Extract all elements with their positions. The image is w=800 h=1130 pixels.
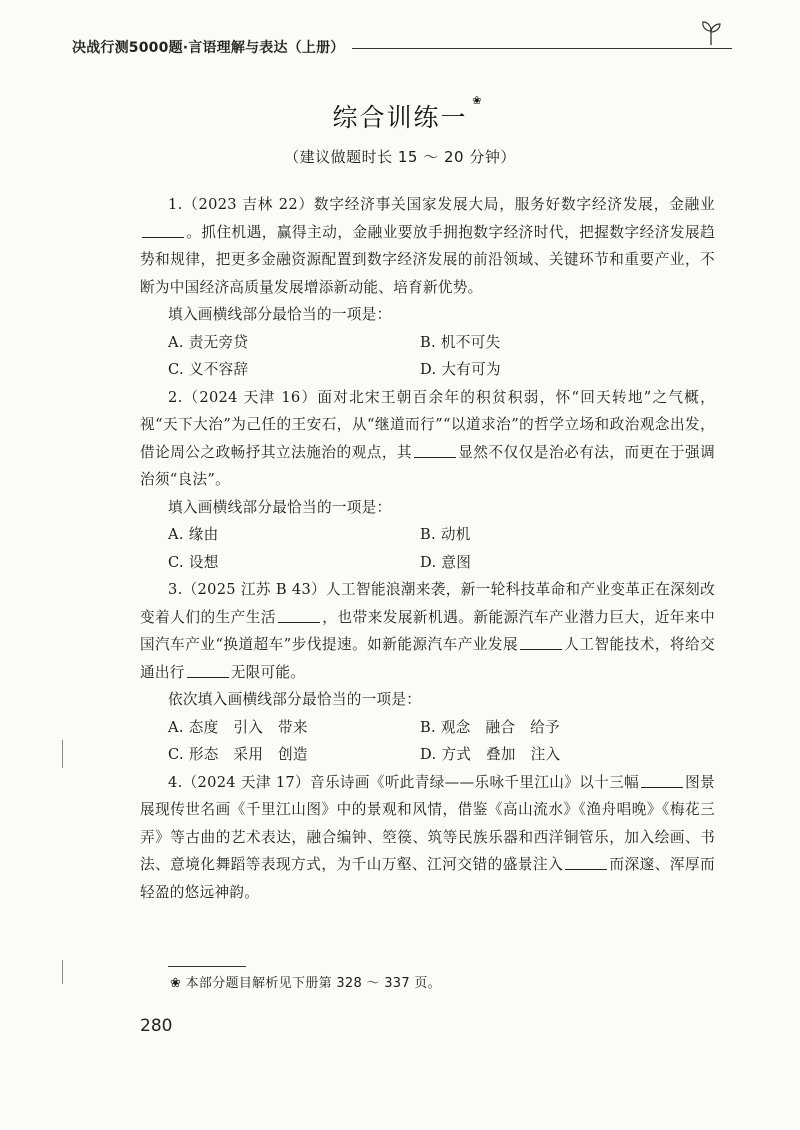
time-suggestion: （建议做题时长 15 ～ 20 分钟） (284, 148, 516, 166)
running-header (72, 36, 732, 58)
option-c: C. 形态 采用 创造 (168, 746, 308, 763)
margin-mark (62, 960, 63, 984)
question-stem (140, 191, 715, 301)
page-number: 280 (140, 1016, 173, 1036)
stem-text: 3.（2025 江苏 B 43）人工智能浪潮来袭，新一轮科技革命和产业变革正在深刻改变着人们的生产生活 (140, 581, 715, 626)
option-d: D. 大有可为 (420, 361, 501, 378)
stem-text: 4.（2024 天津 17）音乐诗画《听此青绿——乐咏千里江山》以十三幅 (168, 773, 640, 791)
question-stem (140, 384, 715, 494)
question-stem (140, 576, 715, 686)
stem-text: 人工智能技术，将给交通出行 (140, 636, 715, 681)
section-title (332, 94, 484, 134)
fill-blank (142, 221, 184, 238)
margin-mark (62, 740, 63, 768)
fill-blank (278, 606, 320, 623)
option-list (168, 714, 715, 769)
stem-text: 2.（2024 天津 16）面对北宋王朝百余年的积贫积弱，怀“回天转地”之气概，视“天下大治”为己任的王安石，从“继道而行”“以道求治”的哲学立场和政治观念出发，借论周公之政畅抒其立法施治的观点，其 (140, 388, 715, 461)
fill-blank (520, 633, 562, 650)
section-title-text: 综合训练一 (332, 103, 468, 132)
question-2 (140, 384, 715, 577)
option-c: C. 设想 (168, 553, 219, 571)
footnote-rule (168, 966, 246, 967)
option-list (168, 521, 715, 576)
fill-blank (565, 853, 607, 870)
stem-text: 1.（2023 吉林 22）数字经济事关国家发展大局，服务好数字经济发展，金融业 (168, 196, 715, 213)
option-a: A. 责无旁贷 (168, 333, 249, 351)
flower-mark-icon: ❀ (472, 94, 484, 107)
option-b: B. 观念 融合 给予 (420, 718, 560, 736)
option-b: B. 动机 (420, 526, 471, 543)
option-d: D. 意图 (420, 553, 472, 571)
stem-text: 图景展现传世名画《千里江山图》中的景观和风情，借鉴《高山流水》《渔舟唱晚》《梅花三弄》等古曲的艺术表达，融合编钟、箜篌、筑等民族乐器和西洋铜管乐，加入绘画、书法、意境化舞蹈等表现方式，为千山万壑、江河交错的盛景注入 (140, 773, 715, 873)
footnote: ❀ 本部分题目解析见下册第 328 ～ 337 页。 (170, 976, 441, 991)
option-a: A. 态度 引入 带来 (168, 718, 308, 736)
option-list (168, 329, 715, 384)
question-3 (140, 576, 715, 769)
question-stem (140, 769, 715, 907)
stem-text: 。抓住机遇，赢得主动，金融业要放手拥抱数字经济时代，把握数字经济发展趋势和规律，把更多金融资源配置到数字经济发展的前沿领域、关键环节和重要产业，不断为中国经济高质量发展增添新动能、培育新优势。 (140, 223, 715, 296)
option-b: B. 机不可失 (420, 333, 501, 351)
question-4 (140, 769, 715, 907)
stem-text: 而深邃、浑厚而轻盈的悠远神韵。 (140, 856, 716, 901)
stem-text: 显然不仅仅是治必有法，而更在于强调治须“良法”。 (140, 443, 715, 488)
stem-text: 无限可能。 (230, 663, 306, 681)
sprout-icon (700, 20, 722, 46)
option-d: D. 方式 叠加 注入 (420, 746, 561, 763)
question-prompt: 填入画横线部分最恰当的一项是： (168, 498, 392, 516)
section-title-wrap (0, 94, 800, 134)
question-prompt: 依次填入画横线部分最恰当的一项是： (168, 691, 422, 708)
questions (140, 191, 715, 906)
fill-blank (641, 771, 683, 788)
question-prompt: 填入画横线部分最恰当的一项是： (168, 306, 392, 323)
stem-text: ，也带来发展新机遇。新能源汽车产业潜力巨大，近年来中国汽车产业“换道超车”步伐提速。如新能源汽车产业发展 (140, 608, 715, 653)
fill-blank (187, 661, 229, 678)
question-1 (140, 191, 715, 384)
option-c: C. 义不容辞 (168, 361, 249, 378)
fill-blank (414, 441, 456, 458)
option-a: A. 缘由 (168, 526, 219, 543)
header-title: 决战行测5000题·言语理解与表达（上册） (72, 40, 345, 56)
header-rule (352, 48, 732, 49)
